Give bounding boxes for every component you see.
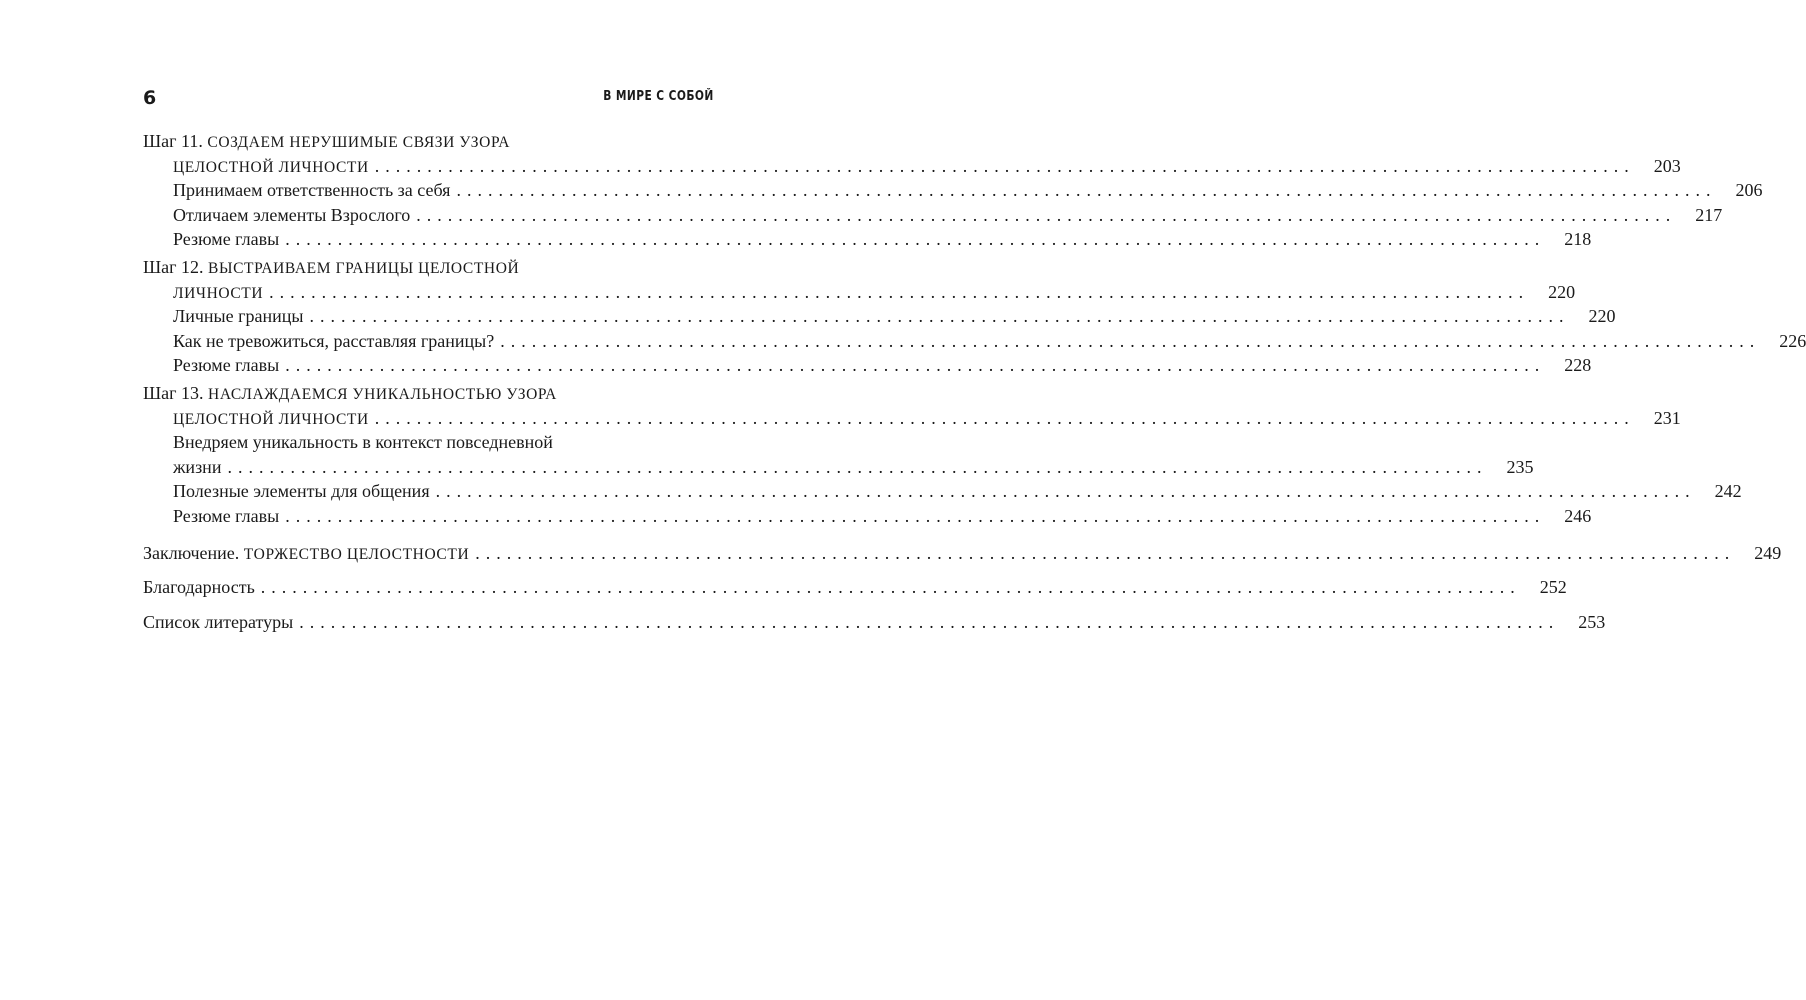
toc-entry-title-line bbox=[143, 255, 714, 280]
toc-entry-caps: ТОРЖЕСТВО ЦЕЛОСТНОСТИ bbox=[243, 545, 470, 563]
toc-entry-page: 253 bbox=[1578, 611, 1606, 632]
toc-entry-conclusion bbox=[143, 541, 1782, 566]
toc-entry-label: Личные границы bbox=[173, 306, 304, 327]
toc-entry bbox=[143, 455, 1534, 480]
dot-leader: ........................................................................................................................ bbox=[285, 355, 1546, 376]
toc-entry-page: 217 bbox=[1695, 204, 1723, 225]
running-title: В МИРЕ С СОБОЙ bbox=[603, 89, 714, 104]
dot-leader: ........................................................................................................................ bbox=[416, 204, 1677, 225]
page-header bbox=[143, 84, 714, 114]
toc-entry-page: 203 bbox=[1653, 155, 1681, 176]
toc-entry-page: 220 bbox=[1548, 281, 1576, 302]
toc-entry-label: Резюме главы bbox=[173, 229, 280, 250]
dot-leader: ........................................................................................................................ bbox=[475, 542, 1736, 563]
toc-entry bbox=[143, 280, 1576, 305]
toc-entry-first-line bbox=[143, 430, 714, 455]
toc-entry-label: ЦЕЛОСТНОЙ ЛИЧНОСТИ bbox=[173, 410, 369, 428]
toc-entry-page: 206 bbox=[1735, 180, 1763, 201]
toc-entry bbox=[143, 479, 1742, 504]
toc-entry-label: Резюме главы bbox=[173, 505, 280, 526]
toc-entry-references bbox=[143, 610, 1606, 635]
toc-entry-acknowledgements bbox=[143, 575, 1567, 600]
toc-entry-page: 220 bbox=[1588, 306, 1616, 327]
dot-leader: ........................................................................................................................ bbox=[269, 281, 1530, 302]
toc-entry-prefix: Шаг 13. bbox=[143, 382, 209, 403]
toc-section-step-12 bbox=[143, 255, 1806, 378]
toc-entry bbox=[143, 504, 1592, 529]
toc-entry-page: 249 bbox=[1754, 542, 1782, 563]
toc-entry-caps: НАСЛАЖДАЕМСЯ УНИКАЛЬНОСТЬЮ УЗОРА bbox=[208, 385, 557, 403]
toc-entry-prefix: Шаг 11. bbox=[143, 131, 208, 151]
dot-leader: ........................................................................................................................ bbox=[500, 330, 1761, 351]
toc-entry-label: ЛИЧНОСТИ bbox=[173, 284, 264, 302]
toc-section-step-13 bbox=[143, 381, 1742, 529]
dot-leader: ........................................................................................................................ bbox=[285, 229, 1546, 250]
dot-leader: ........................................................................................................................ bbox=[374, 407, 1635, 428]
toc-entry-label: Отличаем элементы Взрослого bbox=[173, 204, 411, 225]
page-number: 6 bbox=[143, 87, 157, 109]
toc-entry-page: 235 bbox=[1506, 456, 1534, 477]
toc-entry bbox=[143, 304, 1616, 329]
toc-entry-page: 226 bbox=[1779, 330, 1806, 351]
toc-entry-title-line bbox=[143, 129, 714, 154]
toc-entry-prefix: Шаг 12. bbox=[143, 256, 209, 277]
table-of-contents bbox=[143, 129, 1806, 634]
toc-entry-page: 218 bbox=[1564, 229, 1592, 250]
toc-entry-label: Полезные элементы для общения bbox=[173, 481, 430, 502]
toc-entry-label: Резюме главы bbox=[173, 355, 280, 376]
toc-entry-label: Список литературы bbox=[143, 611, 294, 632]
toc-entry-label: Принимаем ответственность за себя bbox=[173, 180, 451, 201]
toc-entry-caps: СОЗДАЕМ НЕРУШИМЫЕ СВЯЗИ УЗОРА bbox=[207, 134, 510, 151]
toc-entry-label: Благодарность bbox=[143, 577, 255, 598]
dot-leader: ........................................................................................................................ bbox=[309, 306, 1570, 327]
toc-entry-label: Как не тревожиться, расставляя границы? bbox=[173, 330, 495, 351]
toc-entry-label: ЦЕЛОСТНОЙ ЛИЧНОСТИ bbox=[173, 158, 369, 176]
dot-leader: ........................................................................................................................ bbox=[260, 577, 1521, 598]
toc-entry-prefix: Заключение. bbox=[143, 542, 244, 563]
toc-entry bbox=[143, 353, 1592, 378]
toc-entry-title-line bbox=[143, 381, 714, 406]
toc-entry-label: жизни bbox=[173, 456, 222, 477]
toc-section-step-11 bbox=[143, 129, 1763, 252]
toc-entry bbox=[143, 227, 1592, 252]
toc-entry-page: 231 bbox=[1653, 407, 1681, 428]
toc-entry-page: 228 bbox=[1564, 355, 1592, 376]
toc-entry-caps: ВЫСТРАИВАЕМ ГРАНИЦЫ ЦЕЛОСТНОЙ bbox=[208, 259, 520, 277]
toc-entry-page: 252 bbox=[1539, 577, 1567, 598]
toc-entry bbox=[143, 154, 1681, 179]
toc-entry-page: 242 bbox=[1714, 481, 1742, 502]
dot-leader: ........................................................................................................................ bbox=[299, 611, 1560, 632]
toc-entry bbox=[143, 178, 1763, 203]
toc-entry-label: Внедряем уникальность в контекст повседневной bbox=[173, 432, 553, 453]
toc-entry bbox=[143, 329, 1806, 354]
toc-entry bbox=[143, 203, 1723, 228]
dot-leader: ........................................................................................................................ bbox=[456, 180, 1717, 201]
dot-leader: ........................................................................................................................ bbox=[374, 155, 1635, 176]
dot-leader: ........................................................................................................................ bbox=[285, 505, 1546, 526]
toc-entry bbox=[143, 406, 1681, 431]
toc-entry-label bbox=[143, 541, 475, 568]
dot-leader: ........................................................................................................................ bbox=[227, 456, 1488, 477]
toc-entry-page: 246 bbox=[1564, 505, 1592, 526]
dot-leader: ........................................................................................................................ bbox=[435, 481, 1696, 502]
